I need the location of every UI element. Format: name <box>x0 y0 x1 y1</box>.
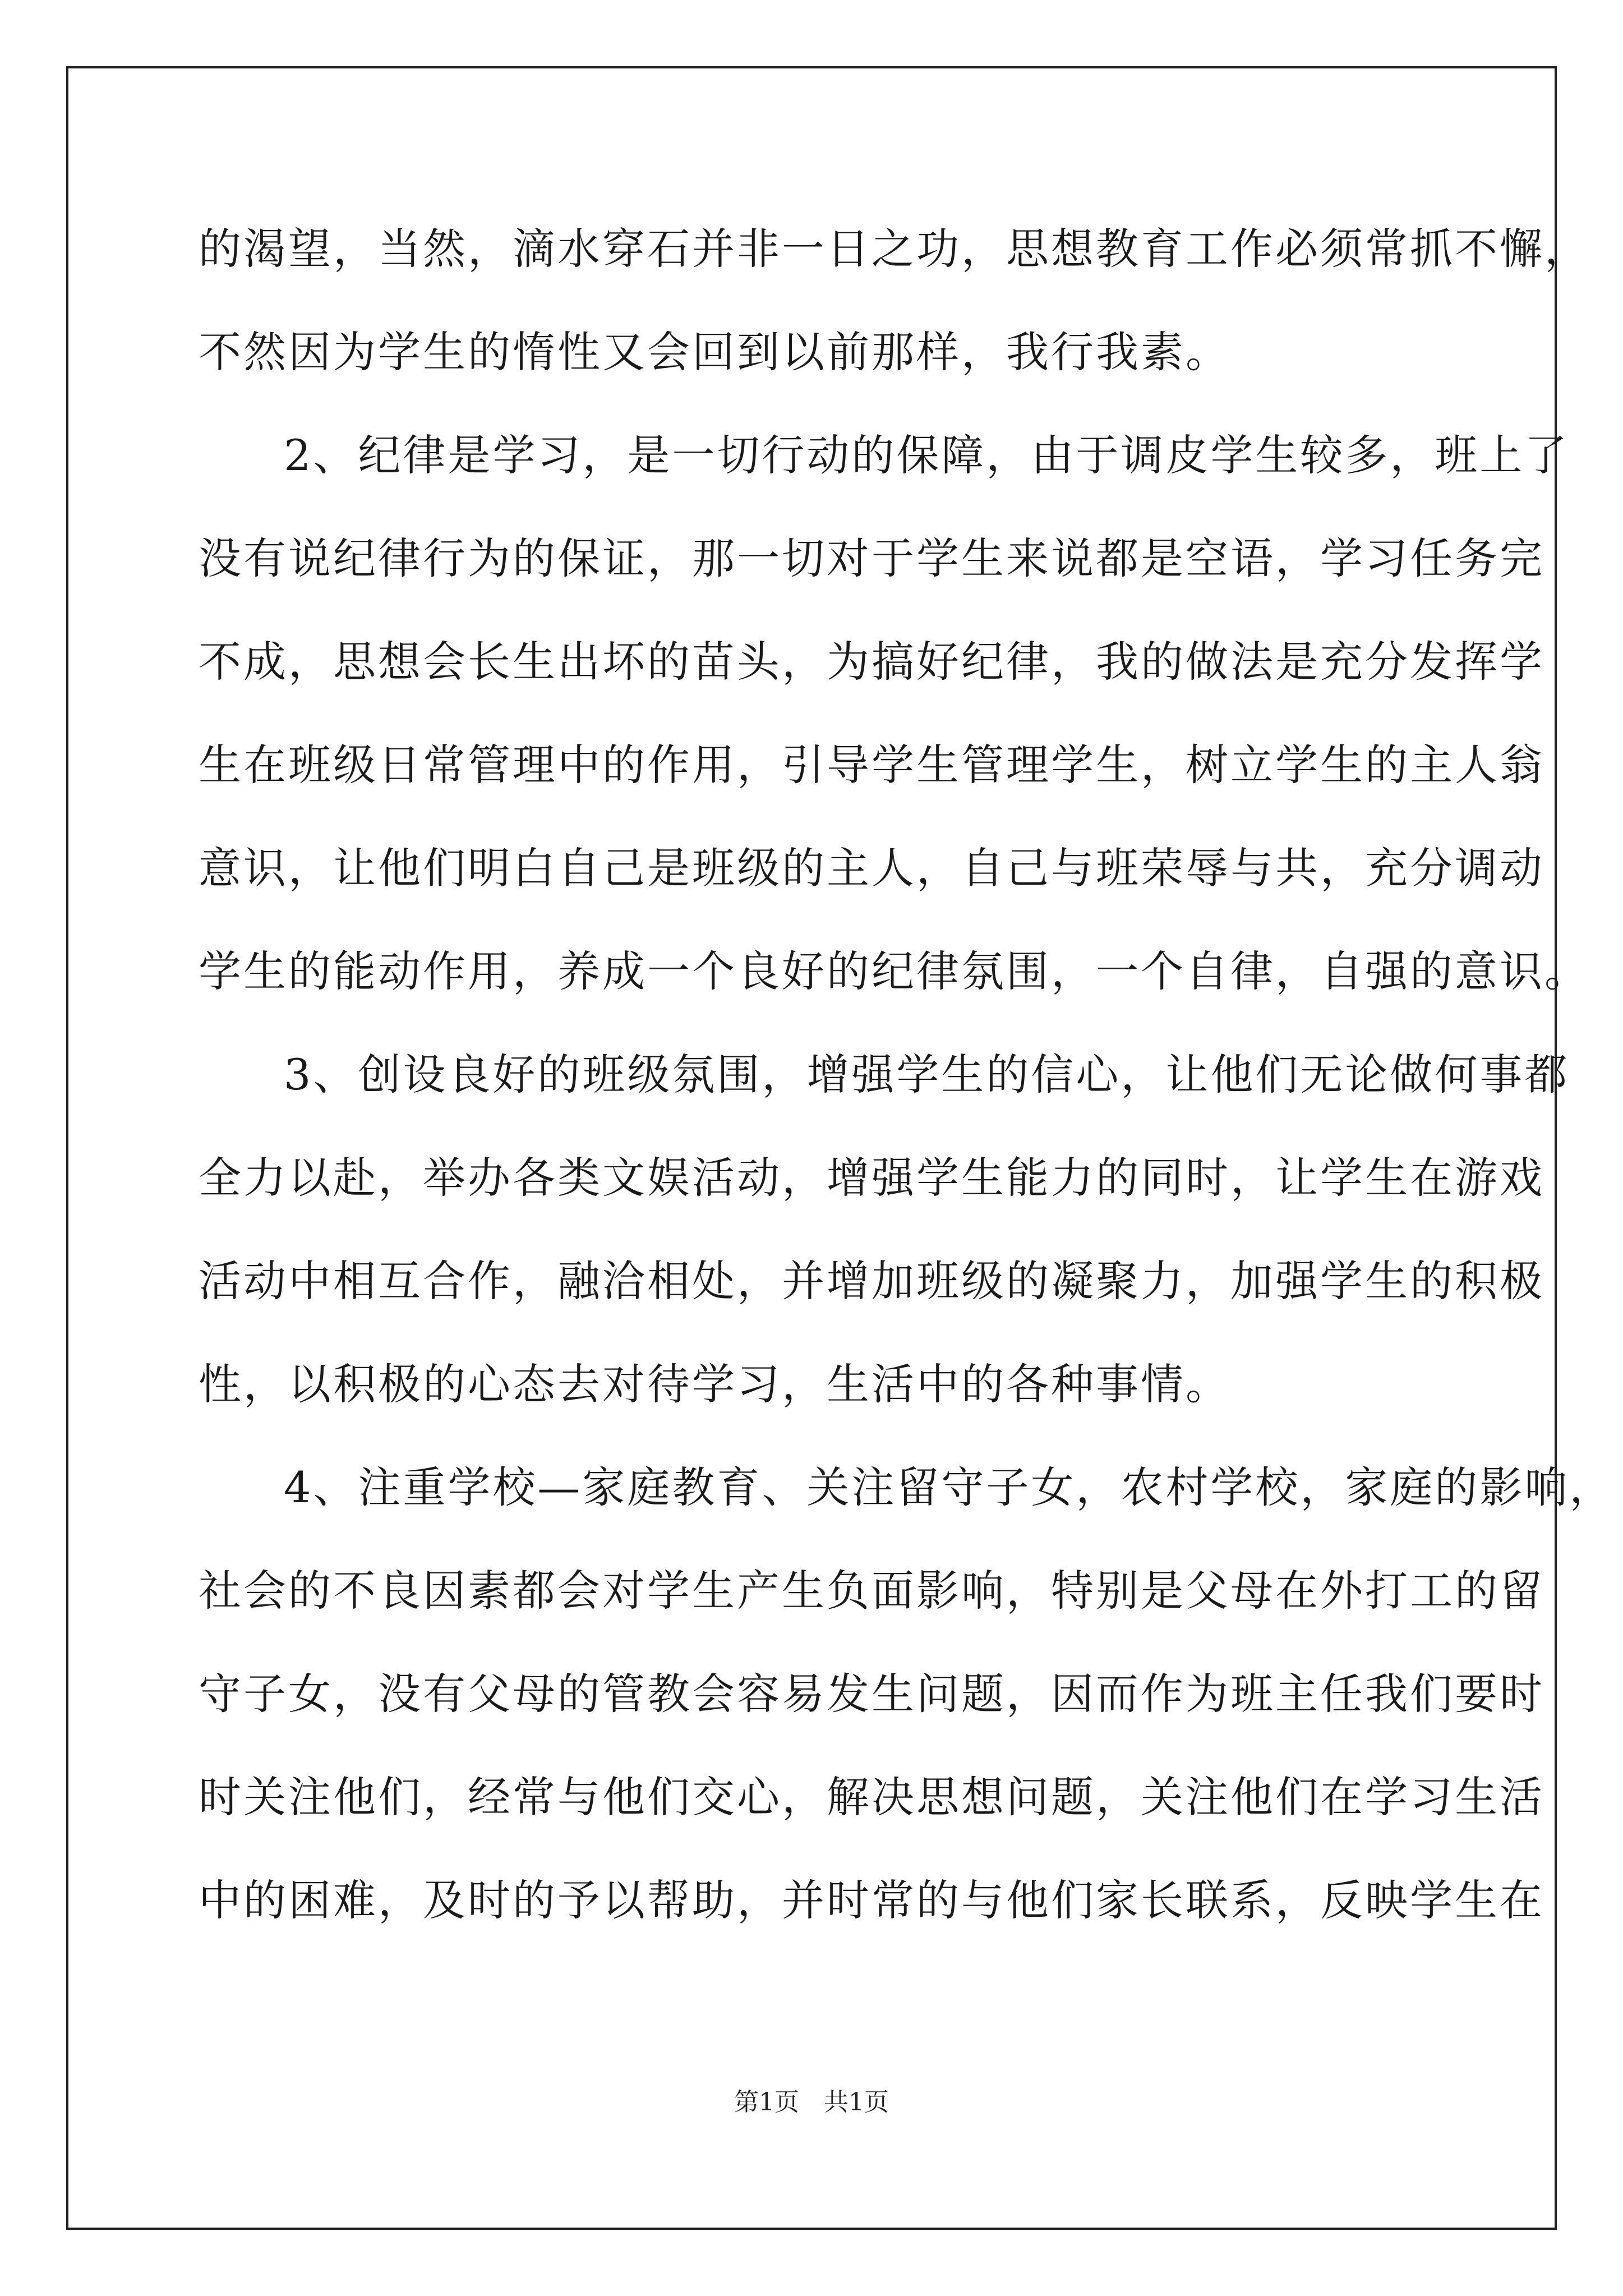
text-line: 活动中相互合作，融洽相处，并增加班级的凝聚力，加强学生的积极 <box>199 1256 1544 1306</box>
text-line: 不成，思想会长生出坏的苗头，为搞好纪律，我的做法是充分发挥学 <box>199 637 1544 687</box>
text-line: 全力以赴，举办各类文娱活动，增强学生能力的同时，让学生在游戏 <box>199 1153 1544 1203</box>
text-line: 2、纪律是学习，是一切行动的保障，由于调皮学生较多，班上了 <box>284 430 1570 480</box>
page-footer: 第1页 共1页 <box>734 2088 889 2116</box>
text-line: 不然因为学生的惰性又会回到以前那样，我行我素。 <box>199 327 1230 377</box>
document-body <box>199 197 1615 1952</box>
text-line: 学生的能动作用，养成一个良好的纪律氛围，一个自律，自强的意识。 <box>199 946 1589 996</box>
text-line: 3、创设良好的班级氛围，增强学生的信心，让他们无论做何事都 <box>284 1050 1570 1099</box>
text-line: 性，以积极的心态去对待学习，生活中的各种事情。 <box>199 1359 1230 1409</box>
text-line: 意识，让他们明白自己是班级的主人，自己与班荣辱与共，充分调动 <box>199 843 1544 893</box>
text-line: 社会的不良因素都会对学生产生负面影响，特别是父母在外打工的留 <box>199 1566 1544 1616</box>
text-line: 生在班级日常管理中的作用，引导学生管理学生，树立学生的主人翁 <box>199 740 1544 790</box>
text-line: 4、注重学校—家庭教育、关注留守子女，农村学校，家庭的影响， <box>284 1462 1615 1512</box>
text-line: 中的困难，及时的予以帮助，并时常的与他们家长联系，反映学生在 <box>199 1875 1544 1925</box>
text-line: 的渴望，当然，滴水穿石并非一日之功，思想教育工作必须常抓不懈， <box>199 224 1589 274</box>
text-line: 没有说纪律行为的保证，那一切对于学生来说都是空语，学习任务完 <box>199 533 1544 583</box>
text-line: 时关注他们，经常与他们交心，解决思想问题，关注他们在学习生活 <box>199 1772 1544 1822</box>
text-line: 守子女，没有父母的管教会容易发生问题，因而作为班主任我们要时 <box>199 1669 1544 1719</box>
